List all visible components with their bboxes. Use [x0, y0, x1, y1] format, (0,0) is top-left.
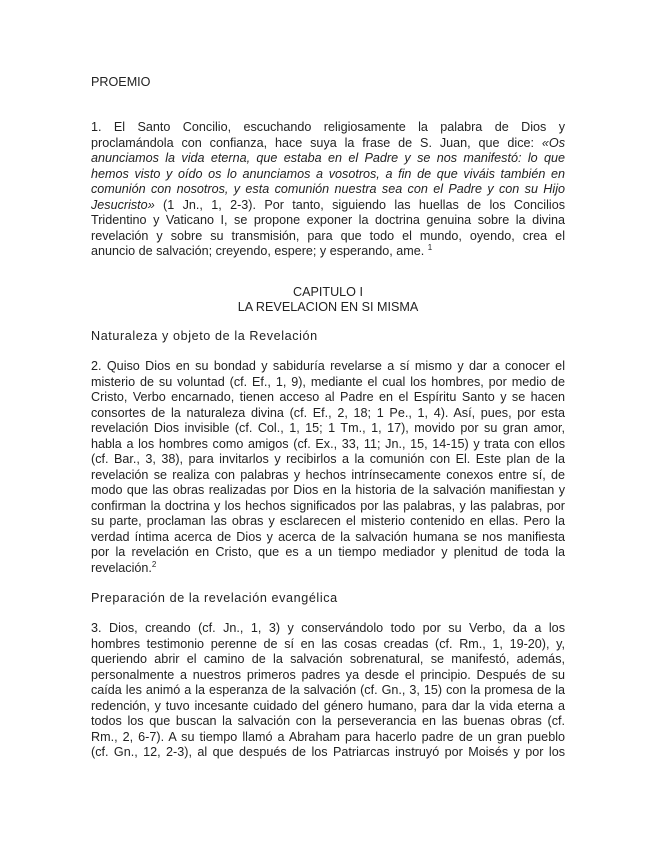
text-line [91, 561, 565, 577]
text-segment: comunión con nosotros, y esta comunión nuestra sea con el Padre y con su Hijo [91, 182, 565, 196]
text-line [91, 699, 565, 715]
text-segment: misterio de su voluntad (cf. Ef., 1, 9), mediante el cual los hombres, por medio de [91, 374, 565, 389]
text-line [91, 714, 565, 730]
text-line [91, 745, 565, 761]
text-segment: revelación y sobre su transmisión, para que todo el mundo, oyendo, crea el [91, 228, 565, 243]
text-segment: su parte, proclaman las obras y esclarecen el misterio contenido en ellas. Pero la [91, 514, 565, 528]
text-segment: hemos visto y oído os lo anunciamos a vosotros, a fin de que viváis también en [91, 166, 565, 181]
text-segment: Jesucristo» [91, 197, 155, 212]
text-line [91, 545, 565, 561]
text-line [91, 151, 565, 167]
paragraph-2 [91, 359, 565, 576]
text-segment: (cf. Bar., 3, 38), para invitarlos y recibirlos a la comunión con El. Este plan de la [91, 452, 565, 466]
text-segment: 2. Quiso Dios en su bondad y sabiduría revelarse a sí mismo y dar a conocer el [91, 359, 565, 373]
text-line [91, 499, 565, 515]
text-segment: revelación se realiza con palabras y hechos intrínsecamente conexos entre sí, de [91, 467, 565, 482]
text-segment: 3. Dios, creando (cf. Jn., 1, 3) y conservándolo todo por su Verbo, da a los [91, 621, 565, 635]
text-line [91, 637, 565, 653]
text-line [91, 514, 565, 530]
text-line [91, 668, 565, 684]
text-line [91, 730, 565, 746]
text-segment: habla a los hombres como amigos (cf. Ex., 33, 11; Jn., 15, 14-15) y trata con ellos [91, 436, 565, 451]
text-line [91, 182, 565, 198]
text-line [91, 167, 565, 183]
chapter-title: LA REVELACION EN SI MISMA [237, 300, 419, 314]
paragraph-3 [91, 621, 565, 761]
text-line [91, 683, 565, 699]
text-segment: (1 Jn., 1, 2-3). Por tanto, siguiendo las huellas de los Concilios [154, 197, 565, 212]
text-segment: confirman la doctrina y los hechos significados por las palabras, y las palabras, por [91, 498, 565, 513]
text-segment: revelación Dios invisible (cf. Col., 1, 15; 1 Tm., 1, 17), movido por su gran amor, [91, 421, 565, 435]
text-line [91, 468, 565, 484]
text-segment: Tridentino y Vaticano I, se propone exponer la doctrina genuina sobre la divina [91, 213, 565, 227]
text-segment: consortes de la naturaleza divina (cf. Ef., 2, 18; 1 Pe., 1, 4). Así, pues, por esta [91, 405, 565, 420]
text-segment: 1. El Santo Concilio, escuchando religiosamente la palabra de Dios y [91, 120, 565, 134]
text-line [91, 452, 565, 468]
text-line [91, 437, 565, 453]
text-line [91, 136, 565, 152]
text-segment: Cristo, Verbo encarnado, tienen acceso al Padre en el Espíritu Santo y se hacen [91, 390, 565, 404]
text-segment: hombres testimonio perenne de sí en las cosas creadas (cf. Rm., 1, 19-20), y, [91, 636, 565, 651]
text-line [91, 375, 565, 391]
text-line [91, 406, 565, 422]
text-segment: todos los que buscan la salvación con la perseverancia en las buenas obras (cf. [91, 714, 565, 728]
text-segment: redención, y tuvo incesante cuidado del género humano, para dar la vida eterna a [91, 698, 565, 713]
text-segment: por la revelación en Cristo, que es a un tiempo mediador y plenitud de toda la [91, 545, 565, 559]
text-line [91, 244, 565, 260]
text-line [91, 198, 565, 214]
proemio-heading: PROEMIO [91, 75, 151, 89]
text-segment: modo que las obras realizadas por Dios en la historia de la salvación manifiestan y [91, 483, 565, 497]
footnote-ref[interactable]: 1 [427, 243, 433, 252]
text-line [91, 652, 565, 668]
text-line [91, 229, 565, 245]
text-segment: revelación. [91, 560, 152, 575]
text-segment: anuncio de salvación; creyendo, espere; y esperando, ame. [91, 244, 428, 258]
text-segment: Rm., 2, 6-7). A su tiempo llamó a Abraham para hacerlo padre de un gran pueblo [91, 729, 565, 744]
paragraph-1 [91, 120, 565, 260]
text-line [91, 359, 565, 375]
text-line [91, 390, 565, 406]
text-segment: proclamándola con confianza, hace suya la frase de S. Juan, que dice: [91, 135, 542, 150]
text-segment: queriendo abrir el camino de la salvación sobrenatural, se manifestó, además, [91, 652, 565, 666]
text-segment: «Os [541, 135, 565, 150]
section-heading-naturaleza: Naturaleza y objeto de la Revelación [91, 329, 318, 343]
chapter-number: CAPITULO I [293, 285, 363, 299]
text-line [91, 421, 565, 437]
text-line [91, 621, 565, 637]
text-segment: (cf. Gn., 12, 2-3), al que después de los Patriarcas instruyó por Moisés y por los [91, 745, 565, 759]
text-segment: personalmente a nuestros primeros padres ya desde el principio. Después de su [91, 667, 565, 682]
text-segment: caída les animó a la esperanza de la salvación (cf. Gn., 3, 15) con la promesa de la [91, 683, 565, 697]
footnote-ref[interactable]: 2 [151, 559, 157, 569]
section-heading-preparacion: Preparación de la revelación evangélica [91, 591, 338, 605]
text-line [91, 213, 565, 229]
text-segment: verdad íntima acerca de Dios y acerca de la salvación humana se nos manifiesta [91, 529, 565, 544]
text-line [91, 483, 565, 499]
text-line [91, 530, 565, 546]
text-segment: anunciamos la vida eterna, que estaba en el Padre y se nos manifestó: lo que [91, 151, 565, 165]
text-line [91, 120, 565, 136]
